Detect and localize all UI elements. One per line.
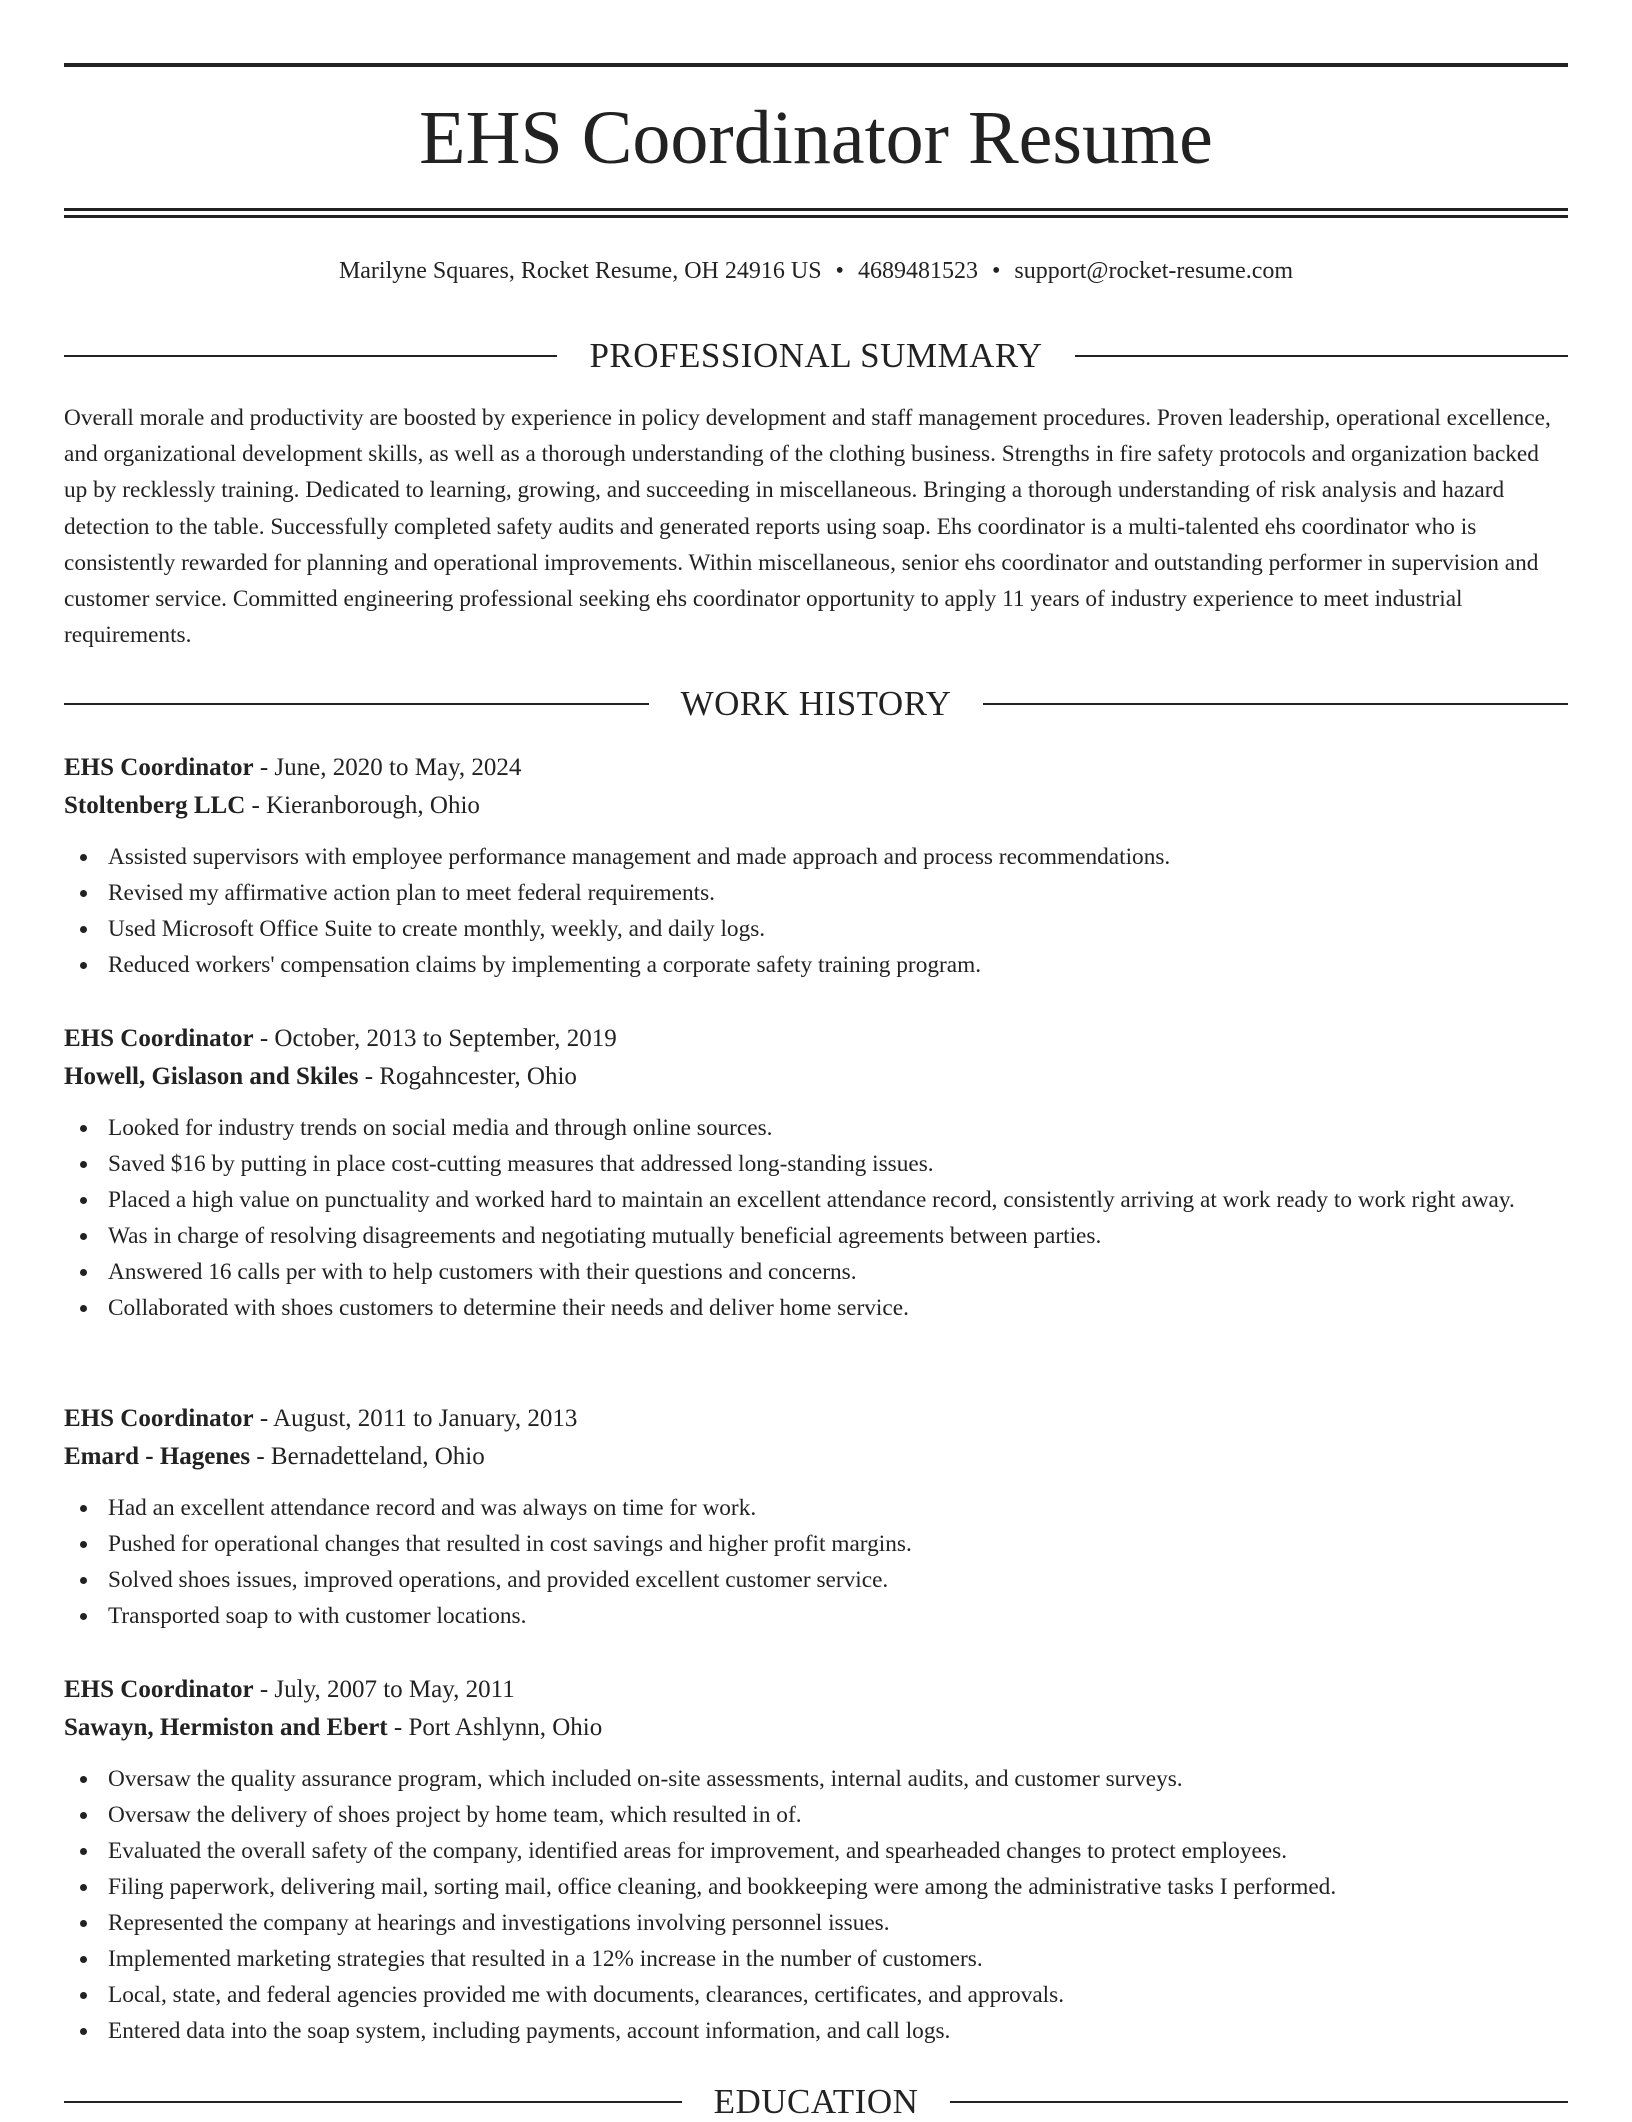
divider [950,2101,1568,2103]
list-item: Solved shoes issues, improved operations, and provided excellent customer service. [108,1562,1568,1598]
job-title-line [64,749,1568,787]
list-item: Represented the company at hearings and investigations involving personnel issues. [108,1905,1568,1941]
list-item: Reduced workers' compensation claims by implementing a corporate safety training program. [108,947,1568,983]
list-item: Assisted supervisors with employee performance management and made approach and process recommendations. [108,839,1568,875]
job-company: Sawayn, Hermiston and Ebert [64,1714,388,1741]
list-item: Implemented marketing strategies that resulted in a 12% increase in the number of customers. [108,1941,1568,1977]
contact-separator: • [835,258,844,284]
job-company: Howell, Gislason and Skiles [64,1063,359,1090]
job-title: EHS Coordinator [64,1405,254,1432]
job-title: EHS Coordinator [64,754,254,781]
job-company-line [64,1058,1568,1096]
job-company: Emard - Hagenes [64,1443,251,1470]
job-location: - Port Ashlynn, Ohio [387,1714,603,1741]
job-entry [64,1400,1568,1634]
job-company-line [64,1438,1568,1476]
job-title-line [64,1020,1568,1058]
professional-summary: Overall morale and productivity are boosted by experience in policy development and staff management procedures. Proven leadership, operational excellence, and organizational development skills, as well as a thorough understanding of the clothing business. Strengths in fire safety protocols and organization backed up by recklessly training. Dedicated to learning, growing, and succeeding in miscellaneous. Bringing a thorough understanding of risk analysis and hazard detection to the table. Successfully completed safety audits and generated reports using soap. Ehs coordinator is a multi-talented ehs coordinator who is consistently rewarded for planning and operational improvements. Within miscellaneous, senior ehs coordinator and outstanding performer in supervision and customer service. Committed engineering professional seeking ehs coordinator opportunity to apply 11 years of industry experience to meet industrial requirements. [64,405,1551,649]
job-entry [64,1671,1568,2049]
job-bullets [64,1761,1568,2049]
list-item: Had an excellent attendance record and was always on time for work. [108,1490,1568,1526]
section-heading-label: EDUCATION [713,2082,919,2121]
list-item: Revised my affirmative action plan to meet federal requirements. [108,875,1568,911]
job-location: - Rogahncester, Ohio [358,1063,577,1090]
contact-separator: • [991,258,1001,284]
job-bullets [64,839,1568,983]
list-item: Collaborated with shoes customers to determine their needs and deliver home service. [108,1290,1568,1326]
section-heading-label: PROFESSIONAL SUMMARY [589,336,1043,375]
list-item: Looked for industry trends on social media and through online sources. [108,1110,1568,1146]
job-bullets [64,1490,1568,1634]
section-heading-summary [64,336,1568,376]
list-item: Answered 16 calls per with to help customers with their questions and concerns. [108,1254,1568,1290]
job-title-line [64,1400,1568,1438]
title-underline-lower [64,215,1568,218]
list-item: Saved $16 by putting in place cost-cutting measures that addressed long-standing issues. [108,1146,1568,1182]
list-item: Placed a high value on punctuality and worked hard to maintain an excellent attendance record, consistently arriving at work ready to work right away. [108,1182,1568,1218]
resume-title: EHS Coordinator Resume [419,96,1213,180]
section-heading-education [64,2082,1568,2122]
divider [1075,355,1568,357]
job-title: EHS Coordinator [64,1676,254,1703]
contact-email[interactable]: support@rocket-resume.com [1014,258,1294,284]
contact-phone: 4689481523 [857,258,978,284]
list-item: Pushed for operational changes that resulted in cost savings and higher profit margins. [108,1526,1568,1562]
list-item: Local, state, and federal agencies provided me with documents, clearances, certificates, and approvals. [108,1977,1568,2013]
job-dates: - October, 2013 to September, 2019 [253,1025,617,1052]
divider [983,703,1568,705]
job-location: - Kieranborough, Ohio [245,792,480,819]
job-title-line [64,1671,1568,1709]
list-item: Was in charge of resolving disagreements and negotiating mutually beneficial agreements between parties. [108,1218,1568,1254]
title-underline-upper [64,208,1568,211]
job-dates: - June, 2020 to May, 2024 [253,754,522,781]
list-item: Transported soap to with customer locations. [108,1598,1568,1634]
list-item: Filing paperwork, delivering mail, sorting mail, office cleaning, and bookkeeping were among the administrative tasks I performed. [108,1869,1568,1905]
divider [64,2101,682,2103]
divider [64,703,649,705]
job-company: Stoltenberg LLC [64,792,246,819]
job-location: - Bernadetteland, Ohio [250,1443,485,1470]
contact-address: Marilyne Squares, Rocket Resume, OH 24916 US [338,258,822,284]
divider [64,355,557,357]
job-dates: - July, 2007 to May, 2011 [253,1676,515,1703]
list-item: Used Microsoft Office Suite to create monthly, weekly, and daily logs. [108,911,1568,947]
contact-line [64,255,1568,287]
job-company-line [64,787,1568,825]
list-item: Oversaw the quality assurance program, which included on-site assessments, internal audits, and customer surveys. [108,1761,1568,1797]
job-dates: - August, 2011 to January, 2013 [253,1405,578,1432]
job-entry [64,1020,1568,1326]
top-rule [64,63,1568,67]
list-item: Oversaw the delivery of shoes project by home team, which resulted in of. [108,1797,1568,1833]
list-item: Evaluated the overall safety of the company, identified areas for improvement, and spearheaded changes to protect employees. [108,1833,1568,1869]
list-item: Entered data into the soap system, including payments, account information, and call logs. [108,2013,1568,2049]
job-company-line [64,1709,1568,1747]
job-entry [64,749,1568,983]
section-heading-work [64,684,1568,724]
job-bullets [64,1110,1568,1326]
section-heading-label: WORK HISTORY [680,684,952,723]
job-title: EHS Coordinator [64,1025,254,1052]
